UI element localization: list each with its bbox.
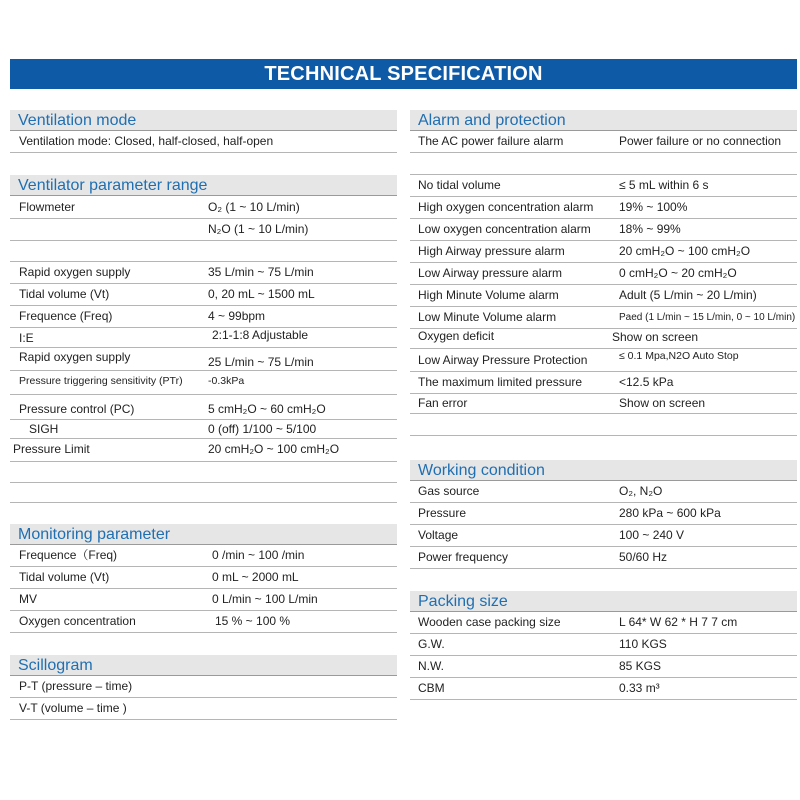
row-value: Power failure or no connection <box>619 134 782 148</box>
row-label: Pressure <box>418 506 467 520</box>
row-value: Show on screen <box>619 396 706 410</box>
row-label: Frequence (Freq) <box>19 309 113 323</box>
row-label: Rapid oxygen supply <box>19 265 131 279</box>
table-row <box>410 634 797 656</box>
row-label: Low oxygen concentration alarm <box>418 222 591 236</box>
row-label: P-T (pressure – time) <box>19 679 133 693</box>
row-label: Pressure Limit <box>13 442 90 456</box>
table-row <box>410 612 797 634</box>
table-row <box>10 306 397 328</box>
row-value: 2:1-1:8 Adjustable <box>212 328 309 342</box>
row-value: 20 cmH₂O ~ 100 cmH₂O <box>619 244 751 258</box>
table-row <box>410 349 797 372</box>
row-value: O₂ (1 ~ 10 L/min) <box>208 200 300 214</box>
table-row <box>10 439 397 462</box>
row-label: G.W. <box>418 637 445 651</box>
row-label: Tidal volume (Vt) <box>19 287 110 301</box>
table-row <box>410 481 797 503</box>
row-value: 0 mL ~ 2000 mL <box>212 570 299 584</box>
row-label: Power frequency <box>418 550 509 564</box>
row-label: No tidal volume <box>418 178 501 192</box>
row-label: CBM <box>418 681 445 695</box>
table-row <box>410 414 797 436</box>
row-value: 0 (off) 1/100 ~ 5/100 <box>208 422 317 436</box>
row-value: 0, 20 mL ~ 1500 mL <box>208 287 315 301</box>
table-row <box>410 219 797 241</box>
table-row <box>10 348 397 371</box>
row-label: N.W. <box>418 659 444 673</box>
section-heading: Scillogram <box>10 655 397 676</box>
table-row <box>410 307 797 329</box>
table-row <box>10 611 397 633</box>
row-label: Voltage <box>418 528 459 542</box>
row-value: 85 KGS <box>619 659 662 673</box>
row-value: 0 cmH₂O ~ 20 cmH₂O <box>619 266 737 280</box>
table-row <box>410 197 797 219</box>
table-row <box>10 241 397 262</box>
page-title: TECHNICAL SPECIFICATION <box>10 59 797 89</box>
row-label: Wooden case packing size <box>418 615 561 629</box>
row-value: 0.33 m³ <box>619 681 660 695</box>
table-row <box>10 371 397 395</box>
table-row <box>410 394 797 414</box>
table-row <box>410 329 797 349</box>
table-row <box>10 698 397 720</box>
table-row <box>410 175 797 197</box>
table-row <box>10 545 397 567</box>
row-value: ≤ 5 mL within 6 s <box>619 178 709 192</box>
table-row <box>410 131 797 153</box>
table-row <box>410 547 797 569</box>
table-row <box>410 263 797 285</box>
row-value: 4 ~ 99bpm <box>208 309 266 323</box>
table-row <box>10 462 397 483</box>
row-value: Show on screen <box>612 330 699 344</box>
row-value: ≤ 0.1 Mpa,N2O Auto Stop <box>619 350 739 362</box>
row-value: 19% ~ 100% <box>619 200 688 214</box>
row-label: I:E <box>19 331 34 345</box>
row-value: L 64* W 62 * H 7 7 cm <box>619 615 738 629</box>
row-label: SIGH <box>29 422 59 436</box>
row-label: Low Airway pressure alarm <box>418 266 563 280</box>
section-heading: Alarm and protection <box>410 110 797 131</box>
row-label: The AC power failure alarm <box>418 134 564 148</box>
row-label: MV <box>19 592 37 606</box>
row-label: Flowmeter <box>19 200 76 214</box>
row-value: 18% ~ 99% <box>619 222 681 236</box>
row-label: Ventilation mode: Closed, half-closed, half-open <box>19 134 274 148</box>
row-value: N₂O (1 ~ 10 L/min) <box>208 222 309 236</box>
table-row <box>10 676 397 698</box>
row-value: 35 L/min ~ 75 L/min <box>208 265 314 279</box>
table-row <box>10 219 397 241</box>
row-label: High Airway pressure alarm <box>418 244 565 258</box>
row-value: 5 cmH₂O ~ 60 cmH₂O <box>208 402 326 416</box>
row-label: Pressure triggering sensitivity (PTr) <box>19 375 183 387</box>
row-value: 20 cmH₂O ~ 100 cmH₂O <box>208 442 340 456</box>
row-label: Rapid oxygen supply <box>19 350 131 364</box>
table-row <box>410 525 797 547</box>
row-value: 25 L/min ~ 75 L/min <box>208 355 314 369</box>
row-value: 15 % ~ 100 % <box>215 614 291 628</box>
table-row <box>10 395 397 420</box>
section-heading: Monitoring parameter <box>10 524 397 545</box>
row-label: High oxygen concentration alarm <box>418 200 594 214</box>
row-label: Tidal volume (Vt) <box>19 570 110 584</box>
row-label: Low Airway Pressure Protection <box>418 353 588 367</box>
table-row <box>10 284 397 306</box>
row-label: Fan error <box>418 396 468 410</box>
table-row <box>410 372 797 394</box>
row-label: Frequence（Freq) <box>19 548 118 562</box>
table-row <box>410 153 797 175</box>
row-value: Adult (5 L/min ~ 20 L/min) <box>619 288 757 302</box>
row-value: <12.5 kPa <box>619 375 674 389</box>
section-heading: Ventilator parameter range <box>10 175 397 196</box>
table-row <box>410 656 797 678</box>
table-row <box>10 483 397 503</box>
table-row <box>10 262 397 284</box>
row-value: 100 ~ 240 V <box>619 528 685 542</box>
table-row <box>410 678 797 700</box>
row-label: The maximum limited pressure <box>418 375 583 389</box>
row-label: Gas source <box>418 484 480 498</box>
row-label: High Minute Volume alarm <box>418 288 559 302</box>
table-row <box>10 197 397 219</box>
row-label: Oxygen concentration <box>19 614 136 628</box>
table-row <box>410 285 797 307</box>
row-value: 280 kPa ~ 600 kPa <box>619 506 721 520</box>
section-heading: Packing size <box>410 591 797 612</box>
row-value: -0.3kPa <box>208 375 245 387</box>
row-value: 0 L/min ~ 100 L/min <box>212 592 318 606</box>
row-value: 50/60 Hz <box>619 550 668 564</box>
row-value: Paed (1 L/min ~ 15 L/min, 0 ~ 10 L/min) <box>619 312 796 323</box>
row-value: O₂, N₂O <box>619 484 663 498</box>
table-row <box>10 328 397 348</box>
section-heading: Working condition <box>410 460 797 481</box>
section-heading: Ventilation mode <box>10 110 397 131</box>
row-label: Low Minute Volume alarm <box>418 310 557 324</box>
row-label: V-T (volume – time ) <box>19 701 127 715</box>
table-row <box>10 420 397 439</box>
table-row <box>10 131 397 153</box>
row-value: 0 /min ~ 100 /min <box>212 548 305 562</box>
row-value: 110 KGS <box>619 637 667 651</box>
table-row <box>410 503 797 525</box>
table-row <box>410 241 797 263</box>
row-label: Oxygen deficit <box>418 329 495 343</box>
table-row <box>10 567 397 589</box>
table-row <box>10 589 397 611</box>
row-label: Pressure control (PC) <box>19 402 135 416</box>
